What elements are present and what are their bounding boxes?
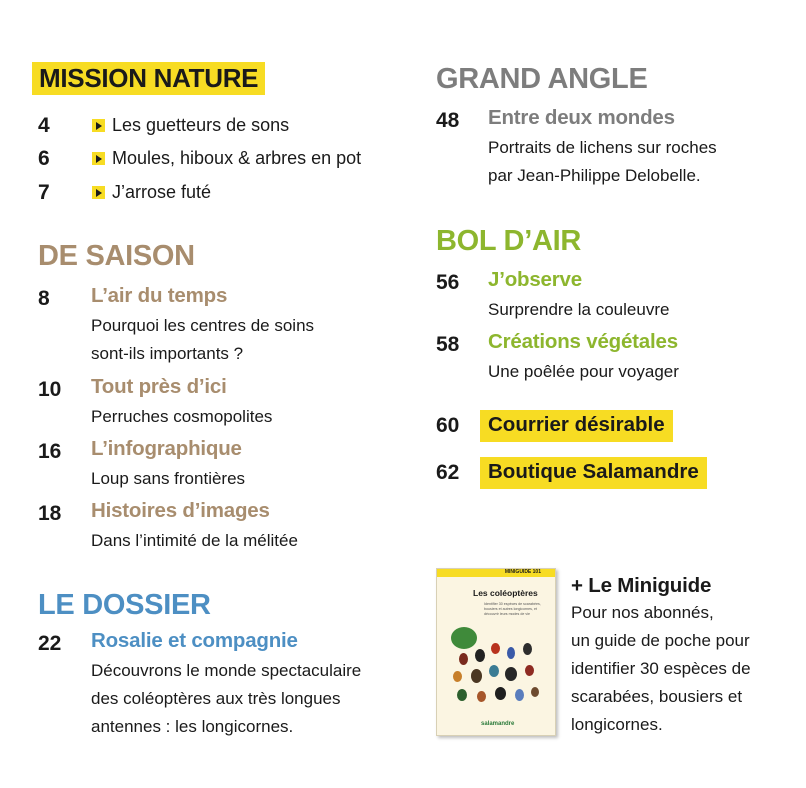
- play-arrow-icon: [92, 152, 105, 165]
- entry-title: Entre deux mondes: [488, 106, 675, 129]
- mission-nature-item[interactable]: [38, 115, 398, 137]
- entry-description: Dans l’intimité de la mélitée: [91, 531, 298, 550]
- entry-title: Créations végétales: [488, 330, 678, 353]
- entry-title: J’observe: [488, 268, 582, 291]
- beetle-illustration: [525, 665, 534, 676]
- toc-entry-courrier[interactable]: [436, 410, 776, 440]
- toc-entry-boutique[interactable]: [436, 457, 776, 487]
- mission-nature-title: MISSION NATURE: [32, 62, 265, 95]
- entry-title: Rosalie et compagnie: [91, 629, 298, 652]
- cover-title: Les coléoptères: [473, 588, 538, 598]
- page-number: 56: [436, 271, 460, 294]
- mission-nature-label: J’arrose futé: [92, 183, 211, 201]
- entry-title: Courrier désirable: [480, 410, 673, 442]
- entry-title: Boutique Salamandre: [480, 457, 707, 489]
- beetle-illustration: [495, 687, 506, 700]
- beetle-illustration: [523, 643, 532, 655]
- page-number: 62: [436, 461, 460, 484]
- toc-entry[interactable]: [436, 108, 776, 188]
- page-number: 48: [436, 109, 460, 132]
- page-number: 8: [38, 287, 50, 310]
- page-number: 10: [38, 378, 62, 401]
- toc-entry[interactable]: [436, 270, 776, 322]
- entry-description: Pourquoi les centres de soins sont-ils importants ?: [91, 316, 315, 363]
- beetle-illustration: [507, 647, 515, 659]
- le-dossier-title: LE DOSSIER: [38, 589, 211, 621]
- toc-entry[interactable]: [38, 439, 398, 491]
- page-number: 7: [38, 181, 50, 204]
- cover-bar-label: MINIGUIDE 101: [504, 569, 541, 575]
- beetle-illustration: [491, 643, 500, 654]
- bol-dair-title: BOL D’AIR: [436, 225, 581, 257]
- mission-nature-item[interactable]: [38, 148, 398, 170]
- toc-entry[interactable]: [38, 501, 398, 553]
- entry-description: Surprendre la couleuvre: [488, 300, 670, 319]
- page-number: 16: [38, 440, 62, 463]
- de-saison-title: DE SAISON: [38, 240, 195, 272]
- beetle-illustration: [457, 689, 467, 701]
- entry-description: Une poêlée pour voyager: [488, 362, 679, 381]
- beetle-illustration: [453, 671, 462, 682]
- grand-angle-title: GRAND ANGLE: [436, 63, 648, 95]
- entry-description: Loup sans frontières: [91, 469, 246, 488]
- page-number: 22: [38, 632, 62, 655]
- entry-description: Portraits de lichens sur roches par Jean-Philippe Delobelle.: [488, 138, 717, 185]
- page-number: 58: [436, 333, 460, 356]
- mission-nature-label: Les guetteurs de sons: [92, 116, 289, 134]
- entry-title: L’air du temps: [91, 284, 228, 307]
- entry-title: L’infographique: [91, 437, 242, 460]
- toc-entry[interactable]: [38, 286, 398, 366]
- play-arrow-icon: [92, 186, 105, 199]
- beetle-illustration: [515, 689, 524, 701]
- cover-text: Identifier 30 espèces de scarabées, bousiers et autres longicornes, et découvrir leurs modes de vie: [484, 602, 541, 616]
- beetle-illustration: [505, 667, 517, 681]
- miniguide-title: + Le Miniguide: [571, 574, 712, 597]
- toc-entry[interactable]: [436, 332, 776, 384]
- page-number: 18: [38, 502, 62, 525]
- beetle-illustration: [475, 649, 485, 662]
- mission-nature-item[interactable]: [38, 182, 398, 204]
- toc-entry[interactable]: [38, 377, 398, 429]
- cover-brand-logo: salamandre: [481, 721, 515, 727]
- miniguide-cover[interactable]: [436, 568, 556, 736]
- entry-description: Perruches cosmopolites: [91, 407, 273, 426]
- beetle-illustration: [451, 627, 477, 649]
- page-number: 4: [38, 114, 50, 137]
- beetle-illustration: [471, 669, 482, 683]
- beetle-illustration: [459, 653, 468, 665]
- miniguide-description: Pour nos abonnés, un guide de poche pour identifier 30 espèces de scarabées, bousiers et longicornes.: [571, 603, 751, 734]
- toc-entry[interactable]: [38, 631, 408, 743]
- mission-nature-label: Moules, hiboux & arbres en pot: [92, 149, 361, 167]
- page-number: 6: [38, 147, 50, 170]
- entry-title: Tout près d’ici: [91, 375, 227, 398]
- play-arrow-icon: [92, 119, 105, 132]
- beetle-illustration: [477, 691, 486, 702]
- beetle-illustration: [531, 687, 539, 697]
- entry-description: Découvrons le monde spectaculaire des coléoptères aux très longues antennes : les longicornes.: [91, 661, 362, 736]
- beetle-illustration: [489, 665, 499, 677]
- page-number: 60: [436, 414, 460, 437]
- entry-title: Histoires d’images: [91, 499, 270, 522]
